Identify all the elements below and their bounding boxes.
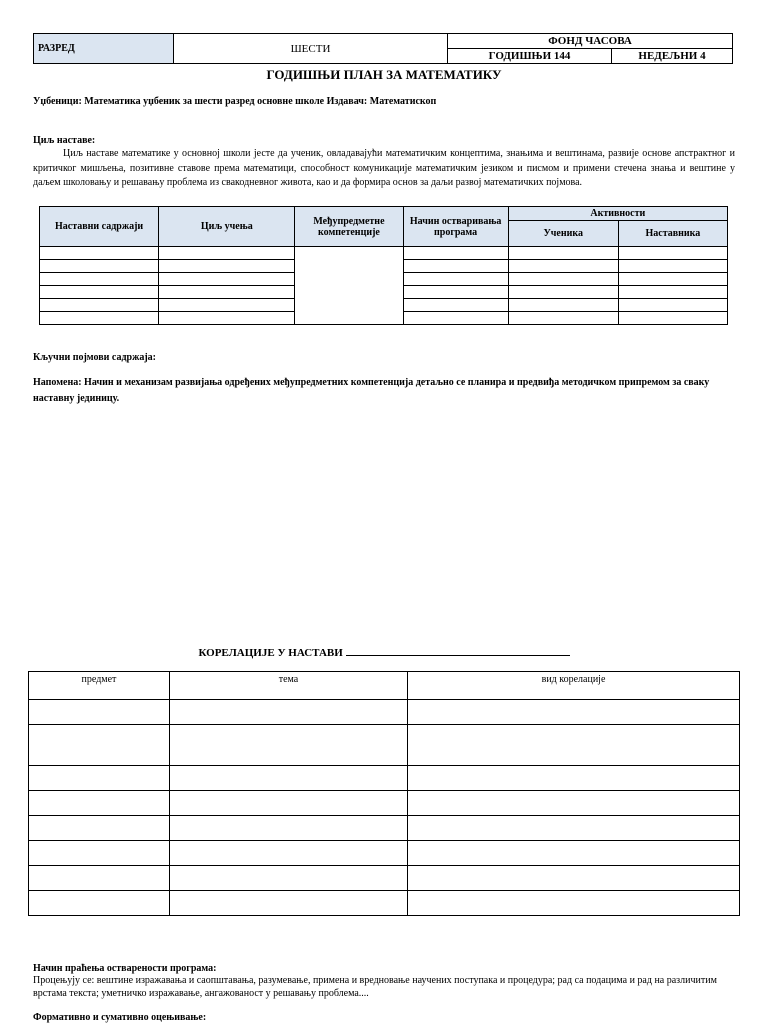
col-subject-header: предмет bbox=[29, 672, 170, 700]
table-row bbox=[29, 700, 740, 725]
page-title: ГОДИШЊИ ПЛАН ЗА МАТЕМАТИКУ bbox=[266, 67, 502, 82]
textbooks-line: Уџбеници: Математика уџбеник за шести разред основне школе Издавач: Математископ bbox=[33, 96, 437, 107]
table-row bbox=[29, 841, 740, 866]
correlation-title-underline bbox=[346, 645, 570, 656]
table-row bbox=[40, 247, 728, 260]
goal-text-body: Циљ наставе математике у основној школи јесте да ученик, овладавајући математичким концептима, знањима и вештинама, развије основе апстрактног и критичког мишљења, позитивне ставове према математици, способност комуникације математичким језиком и писмом и примени стечена знања и вештине у даљем школовању и решавању проблема из свакодневног живота, као и да формира основ за даљи развој математичких појмова. bbox=[33, 148, 735, 188]
table-row bbox=[29, 791, 740, 816]
table-row bbox=[29, 766, 740, 791]
monitoring-text: Процењују се: вештине изражавања и саопштавања, разумевање, примена и вредновање научених поступака и процедура; рад са подацима и рад на различитим врстама текста; уметничко изражавање, ангажованост у решавању проблема.... bbox=[33, 975, 717, 999]
monitoring-heading: Начин праћења остварености програма: bbox=[33, 963, 217, 974]
weekly-hours: НЕДЕЉНИ 4 bbox=[612, 49, 733, 64]
annual-hours: ГОДИШЊИ 144 bbox=[448, 49, 612, 64]
col-content-header: Наставни садржаји bbox=[40, 207, 159, 247]
plan-table bbox=[39, 206, 728, 325]
table-row bbox=[29, 725, 740, 766]
competences-cell bbox=[295, 247, 403, 325]
col-students-header: Ученика bbox=[508, 221, 618, 247]
correlation-table bbox=[28, 671, 740, 916]
col-topic-header: тема bbox=[170, 672, 408, 700]
goal-heading: Циљ наставе: bbox=[33, 135, 96, 146]
col-activities-header: Активности bbox=[508, 207, 727, 221]
grade-value: ШЕСТИ bbox=[174, 34, 448, 64]
col-teacher-header: Наставника bbox=[618, 221, 727, 247]
correlation-title bbox=[0, 645, 768, 659]
table-row bbox=[29, 866, 740, 891]
table-row bbox=[29, 891, 740, 916]
key-terms: Кључни појмови садржаја: bbox=[33, 352, 156, 363]
col-competences-header: Међупредметне компетенције bbox=[295, 207, 403, 247]
col-method-header: Начин остваривања програма bbox=[403, 207, 508, 247]
grade-label: РАЗРЕД bbox=[34, 34, 174, 64]
col-goal-header: Циљ учења bbox=[159, 207, 295, 247]
fund-label: ФОНД ЧАСОВА bbox=[448, 34, 733, 49]
col-type-header: вид корелације bbox=[408, 672, 740, 700]
table-row bbox=[29, 816, 740, 841]
goal-text bbox=[33, 147, 735, 191]
correlation-title-text: КОРЕЛАЦИЈЕ У НАСТАВИ bbox=[198, 647, 343, 659]
assessment-heading: Формативно и сумативно оцењивање: bbox=[33, 1012, 207, 1023]
header-table bbox=[33, 33, 733, 64]
note: Напомена: Начин и механизам развијања одређених међупредметних компетенција детаљно се планира и предвиђа методичком припремом за сваку наставну јединицу. bbox=[33, 377, 710, 404]
